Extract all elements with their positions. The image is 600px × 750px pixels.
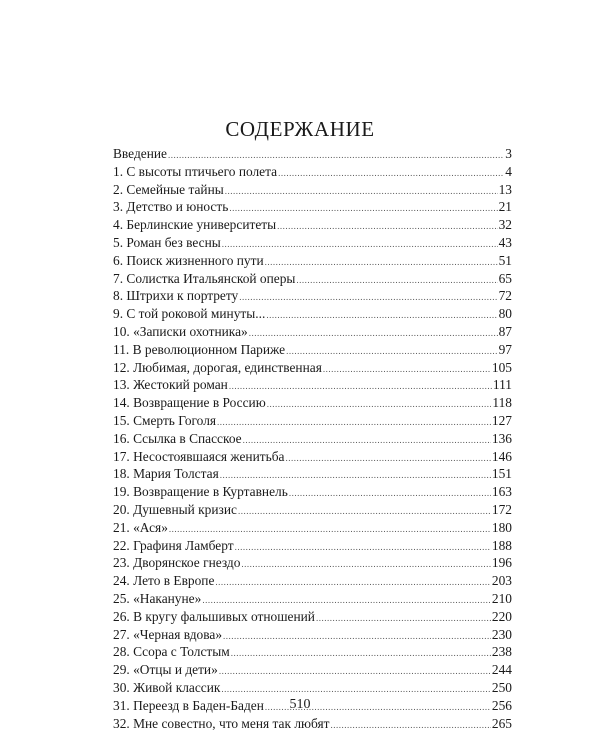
toc-entry-page: 265 [491, 715, 512, 731]
dot-leader [265, 257, 498, 267]
dot-leader [285, 453, 490, 463]
dot-leader [223, 631, 491, 641]
toc-entry [113, 376, 512, 394]
dot-leader [278, 168, 504, 178]
toc-entry-page: 230 [491, 626, 512, 642]
toc-entry [113, 394, 512, 412]
dot-leader [229, 381, 492, 391]
toc-entry [113, 412, 512, 430]
dot-leader [277, 221, 497, 231]
toc-entry [113, 483, 512, 501]
dot-leader [220, 470, 491, 480]
toc-entry [113, 430, 512, 448]
toc-entry-page: 127 [491, 412, 512, 428]
toc-entry-page: 180 [491, 519, 512, 535]
toc-entry-title: 1. С высоты птичьего полета [113, 163, 278, 179]
toc-entry-page: 97 [498, 341, 512, 357]
dot-leader [316, 613, 491, 623]
toc-list [113, 145, 512, 732]
dot-leader [238, 506, 491, 516]
dot-leader [231, 648, 491, 658]
toc-entry-page: 43 [498, 234, 512, 250]
toc-entry-title: 20. Душевный кризис [113, 501, 237, 517]
toc-entry [113, 501, 512, 519]
toc-entry-page: 65 [498, 270, 512, 286]
toc-entry [113, 448, 512, 466]
dot-leader [296, 275, 497, 285]
toc-entry-page: 136 [491, 430, 512, 446]
toc-entry [113, 181, 512, 199]
toc-entry [113, 270, 512, 288]
dot-leader [219, 666, 491, 676]
dot-leader [239, 292, 497, 302]
toc-entry [113, 359, 512, 377]
toc-entry-title: 11. В революционном Париже [113, 341, 286, 357]
toc-entry-title: 16. Ссылка в Спасское [113, 430, 242, 446]
toc-entry-title: 19. Возвращение в Куртавнель [113, 484, 288, 500]
toc-entry-title: 12. Любимая, дорогая, единственная [113, 359, 322, 375]
toc-entry [113, 590, 512, 608]
toc-entry [113, 608, 512, 626]
toc-entry [113, 145, 512, 163]
toc-entry-title: 13. Жестокий роман [113, 377, 228, 393]
toc-heading: СОДЕРЖАНИЕ [225, 117, 375, 141]
toc-entry-title: 7. Солистка Итальянской оперы [113, 270, 296, 286]
dot-leader [241, 559, 490, 569]
toc-entry-page: 250 [491, 679, 512, 695]
toc-entry-page: 244 [491, 662, 512, 678]
toc-entry-page: 146 [491, 448, 512, 464]
toc-entry-page: 163 [491, 484, 512, 500]
toc-entry-title: 25. «Накануне» [113, 590, 202, 606]
toc-entry [113, 234, 512, 252]
dot-leader [243, 435, 491, 445]
toc-entry-title: 9. С той роковой минуты... [113, 306, 266, 322]
dot-leader [217, 417, 491, 427]
toc-entry-title: 18. Мария Толстая [113, 466, 219, 482]
toc-entry [113, 198, 512, 216]
toc-entry-title: 15. Смерть Гоголя [113, 412, 217, 428]
toc-entry-page: 238 [491, 644, 512, 660]
toc-entry-title: 32. Мне совестно, что меня так любят [113, 715, 330, 731]
toc-entry-title: 6. Поиск жизненного пути [113, 252, 264, 268]
toc-entry-title: 8. Штрихи к портрету [113, 288, 239, 304]
dot-leader [202, 595, 491, 605]
toc-entry-page: 72 [498, 288, 512, 304]
dot-leader [169, 524, 491, 534]
dot-leader [289, 488, 491, 498]
toc-entry-title: 22. Графиня Ламберт [113, 537, 234, 553]
toc-entry [113, 519, 512, 537]
toc-entry-page: 220 [491, 608, 512, 624]
dot-leader [286, 346, 498, 356]
toc-entry-title: Введение [113, 146, 167, 161]
dot-leader [331, 720, 491, 730]
toc-entry [113, 715, 512, 733]
toc-entry [113, 679, 512, 697]
toc-entry-title: 3. Детство и юность [113, 199, 229, 215]
dot-leader [229, 203, 497, 213]
toc-entry-page: 203 [491, 573, 512, 589]
page-number: 510 [289, 697, 311, 712]
toc-entry-title: 24. Лето в Европе [113, 573, 215, 589]
toc-entry [113, 537, 512, 555]
toc-entry [113, 252, 512, 270]
toc-entry-title: 29. «Отцы и дети» [113, 662, 218, 678]
toc-entry-page: 172 [491, 501, 512, 517]
dot-leader [225, 186, 498, 196]
toc-entry-title: 23. Дворянское гнездо [113, 555, 241, 571]
toc-entry [113, 323, 512, 341]
toc-entry [113, 163, 512, 181]
toc-entry-title: 4. Берлинские университеты [113, 217, 277, 233]
toc-entry-page: 80 [498, 306, 512, 322]
toc-entry-title: 5. Роман без весны [113, 234, 221, 250]
toc-entry [113, 465, 512, 483]
toc-entry [113, 287, 512, 305]
toc-entry-title: 28. Ссора с Толстым [113, 644, 230, 660]
toc-entry-title: 2. Семейные тайны [113, 181, 224, 197]
dot-leader [235, 542, 491, 552]
toc-entry-page: 111 [492, 377, 512, 393]
toc-entry-page: 21 [498, 199, 512, 215]
toc-entry-title: 27. «Черная вдова» [113, 626, 223, 642]
toc-entry-page: 188 [491, 537, 512, 553]
dot-leader [222, 239, 498, 249]
toc-entry-page: 32 [498, 217, 512, 233]
toc-entry-page: 196 [491, 555, 512, 571]
toc-entry-page: 13 [498, 181, 512, 197]
toc-entry [113, 643, 512, 661]
toc-entry-title: 10. «Записки охотника» [113, 323, 248, 339]
toc-entry-page: 4 [505, 163, 512, 179]
toc-entry-page: 151 [491, 466, 512, 482]
toc-entry-page: 105 [491, 359, 512, 375]
toc-entry-page: 118 [492, 395, 512, 411]
toc-entry-title: 14. Возвращение в Россию [113, 395, 266, 411]
dot-leader [215, 577, 490, 587]
toc-entry-title: 17. Несостоявшаяся женитьба [113, 448, 285, 464]
toc-entry [113, 661, 512, 679]
toc-entry-page: 51 [498, 252, 512, 268]
toc-entry-title: 21. «Ася» [113, 519, 168, 535]
toc-entry [113, 341, 512, 359]
toc-entry [113, 216, 512, 234]
toc-entry [113, 572, 512, 590]
toc-entry-page: 3 [505, 146, 512, 161]
toc-entry-page: 256 [491, 697, 512, 713]
toc-entry-title: 30. Живой классик [113, 679, 221, 695]
toc-entry-page: 87 [498, 323, 512, 339]
dot-leader [168, 150, 504, 160]
toc-entry-page: 210 [491, 590, 512, 606]
dot-leader [267, 399, 492, 409]
dot-leader [266, 310, 497, 320]
toc-entry [113, 554, 512, 572]
dot-leader [323, 364, 491, 374]
dot-leader [249, 328, 498, 338]
toc-entry-title: 26. В кругу фальшивых отношений [113, 608, 315, 624]
toc-entry-title: 31. Переезд в Баден-Баден [113, 697, 264, 713]
toc-entry [113, 305, 512, 323]
toc-entry [113, 626, 512, 644]
dot-leader [221, 684, 491, 694]
